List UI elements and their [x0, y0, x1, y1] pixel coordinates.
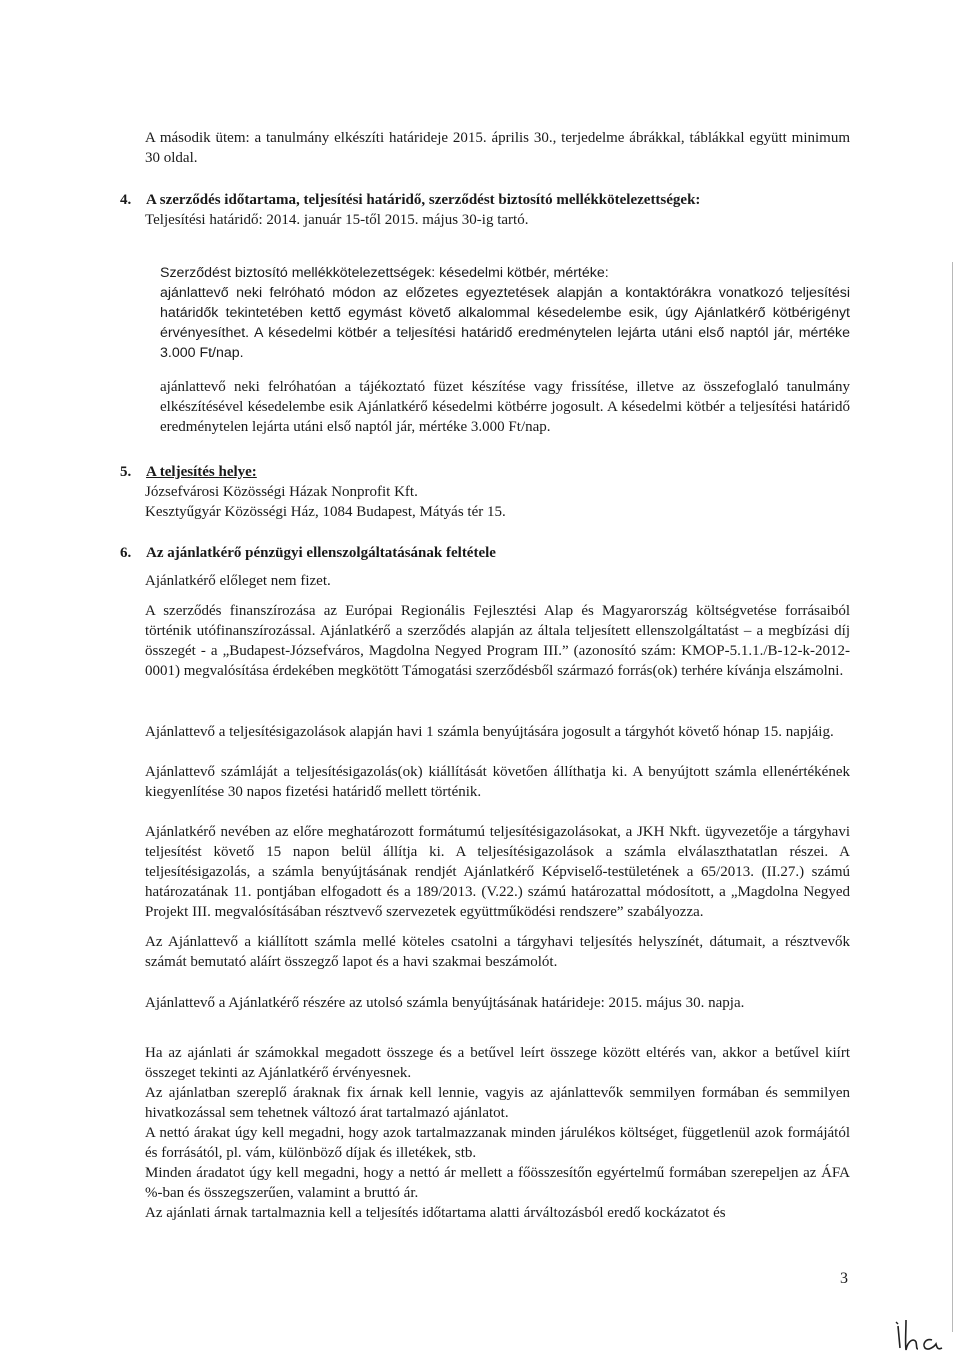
heading-title: A teljesítés helye: [146, 464, 257, 480]
paragraph-no-advance: Ajánlatkérő előleget nem fizet. [145, 573, 331, 589]
heading-number: 5. [120, 464, 132, 480]
paragraph-last-invoice: Ajánlattevő a Ajánlatkérő részére az utolsó számla benyújtásának határideje: 2015. május 30. napja. [145, 995, 745, 1011]
paragraph-attachments: Az Ajánlattevő a kiállított számla mellé köteles csatolni a tárgyhavi teljesítés helyszínét, dátumait, a résztvevők számát bemutató aláírt összegző lapot és a havi szakmai beszámolót. [145, 934, 850, 970]
paragraph-financing: A szerződés finanszírozása az Európai Regionális Fejlesztési Alap és Magyarország költségvetése forrásaiból történik utófinanszírozással. Ajánlatkérő a szerződés alapján az általa teljesített ellenszolgáltatást – a megbízási díj összegét - a „Budapest-Józsefváros, Magdolna Negyed Program III.” (azonosító szám: KMOP-5.1.1./B-12-k-2012-0001) megvalósítása érdekében megkötött Támogatási szerződésből származó forrás(ok) terhére kívánja elszámolni. [145, 603, 850, 679]
heading-title: Az ajánlatkérő pénzügyi ellenszolgáltatásának feltétele [146, 545, 496, 561]
paragraph-penalty-second: ajánlattevő neki felróhatóan a tájékoztató füzet készítése vagy frissítése, illetve az összefoglaló tanulmány elkészítésével késedelembe esik Ajánlatkérő késedelmi kötbérre jogosult. A késedelmi kötbér a teljesítési határidő eredménytelen lejárta utáni első naptól jár, mértéke 3.000 Ft/nap. [160, 379, 850, 435]
handwritten-initials-icon [892, 1318, 944, 1354]
heading-section-6 [120, 543, 496, 563]
paragraph-deadline: Teljesítési határidő: 2014. január 15-től 2015. május 30-ig tartó. [145, 212, 529, 228]
paragraph-invoice-monthly: Ajánlattevő a teljesítésigazolások alapján havi 1 számla benyújtására jogosult a tárgyhót követő hónap 15. napjáig. [145, 724, 834, 740]
scan-edge-line [952, 262, 953, 1332]
paragraph-fixed-price: Az ajánlatban szereplő áraknak fix árnak kell lennie, vagyis az ajánlattevők semmilyen formában és semmilyen hivatkozással sem tehetnek változó árat tartalmazó ajánlatot. [145, 1085, 850, 1121]
heading-section-4 [120, 190, 700, 210]
paragraph-price-discrepancy: Ha az ajánlati ár számokkal megadott összege és a betűvel leírt összege között eltérés van, akkor a betűvel kiírt összeget tekinti az Ajánlatkérő érvényesnek. [145, 1045, 850, 1081]
paragraph-certificates: Ajánlatkérő nevében az előre meghatározott formátumú teljesítésigazolásokat, a JKH Nkft. ügyvezetője a tárgyhavi teljesítést követő 15 napon belül állítja ki. A teljesítésigazolások a számla elválaszthatatlan részei. A teljesítésigazolás, a számla benyújtásának rendjét Ajánlatkérő Képviselő-testületének a 65/2013. (II.27.) számú határozatának 11. pontjában elfogadott és a 189/2013. (V.22.) számú határozattal módosított, a „Magdolna Negyed Projekt III. megvalósításában résztvevő szervezetek együttműködési rendszere” szabályozza. [145, 824, 850, 920]
heading-title: A szerződés időtartama, teljesítési határidő, szerződést biztosító mellékkötelezettségek: [146, 192, 701, 208]
paragraph-location-org: Józsefvárosi Közösségi Házak Nonprofit Kft. [145, 484, 418, 500]
paragraph-risk: Az ajánlati árnak tartalmaznia kell a teljesítés időtartama alatti árváltozásból eredő kockázatot és [145, 1205, 726, 1221]
paragraph-vat: Minden áradatot úgy kell megadni, hogy a nettó ár mellett a főösszesítőn egyértelmű formában szerepeljen az ÁFA %-ban és összegszerűen, valamint a bruttó ár. [145, 1165, 850, 1201]
paragraph-net-price: A nettó árakat úgy kell megadni, hogy azok tartalmazzanak minden járulékos költséget, függetlenül azok formájától és forrásától, pl. vám, különböző díjak és illetékek, stb. [145, 1125, 850, 1161]
paragraph-penalty-details: ajánlattevő neki felróható módon az előzetes egyeztetések alapján a kontaktórákra vonatkozó teljesítési határidők tekintetében kettő egymást követő alkalommal késedelembe esik, úgy Ajánlatkérő kötbérigényt érvényesíthet. A késedelmi kötbér a teljesítési határidő eredménytelen lejárta utáni első naptól jár, mértéke 3.000 Ft/nap. [160, 285, 850, 361]
heading-number: 4. [120, 192, 132, 208]
heading-number: 6. [120, 545, 132, 561]
paragraph-location-address: Kesztyűgyár Közösségi Ház, 1084 Budapest, Mátyás tér 15. [145, 504, 506, 520]
paragraph-second-phase: A második ütem: a tanulmány elkészíti határideje 2015. április 30., terjedelme ábrákkal, táblákkal együtt minimum 30 oldal. [145, 130, 850, 166]
paragraph-penalty-title: Szerződést biztosító mellékkötelezettségek: késedelmi kötbér, mértéke: [160, 265, 609, 281]
page-number: 3 [840, 1270, 848, 1287]
paragraph-invoice-payment: Ajánlattevő számláját a teljesítésigazolás(ok) kiállítását követően állíthatja ki. A benyújtott számla ellenértékének kiegyenlítése 30 napos fizetési határidő mellett történik. [145, 764, 850, 800]
heading-section-5 [120, 462, 257, 482]
